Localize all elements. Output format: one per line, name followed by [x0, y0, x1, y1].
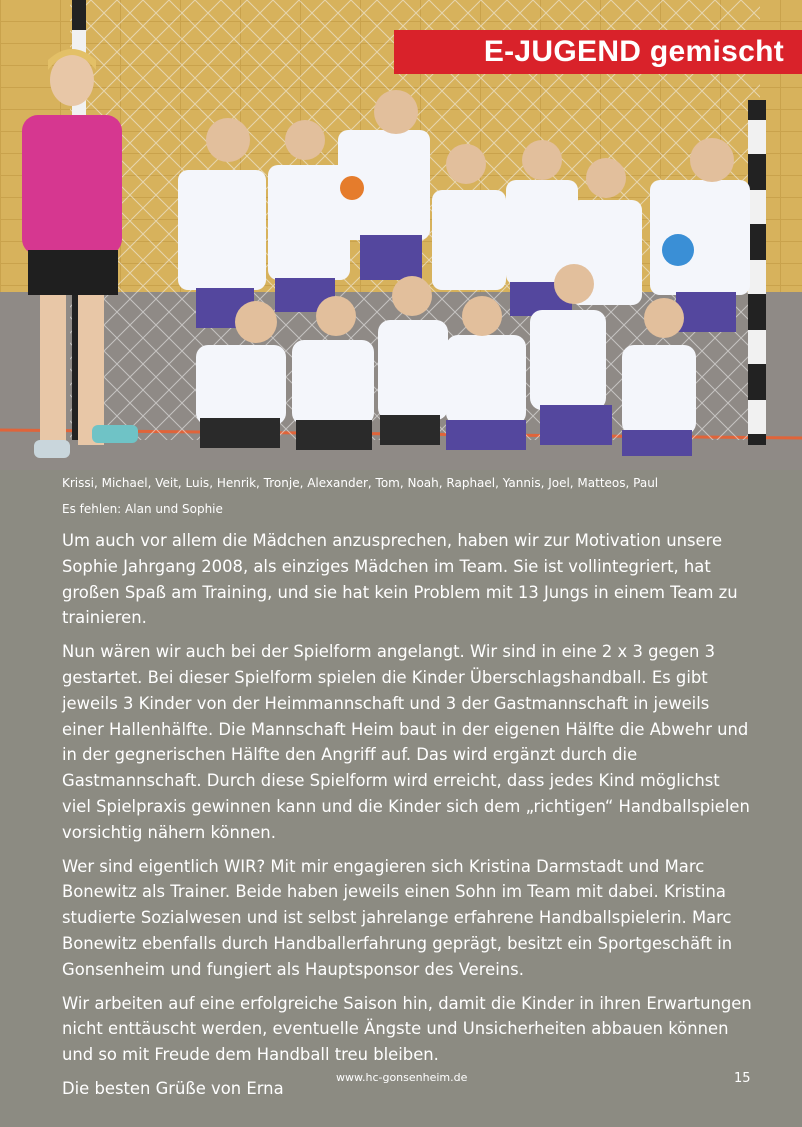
paragraph-3: Wer sind eigentlich WIR? Mit mir engagieren sich Kristina Darmstadt und Marc Bonewitz als Trainer. Beide haben jeweils einen Sohn im Team mit dabei. Kristina studierte Sozialwesen und ist selbst jahrelange erfahrene Handballspielerin. Marc Bonewitz ebenfalls durch Handballerfahrung geprägt, besitzt ein Sportgeschäft in Gonsenheim und fungiert als Hauptsponsor des Vereins. — [62, 856, 733, 979]
paragraph-5: Die besten Grüße von Erna — [62, 1078, 284, 1098]
caption-names: Krissi, Michael, Veit, Luis, Henrik, Tronje, Alexander, Tom, Noah, Raphael, Yannis, Joel, Matteos, Paul — [62, 476, 659, 490]
team-photo — [0, 0, 802, 470]
paragraph-2: Nun wären wir auch bei der Spielform angelangt. Wir sind in eine 2 x 3 gegen 3 gestartet. Bei dieser Spielform spielen die Kinder Überschlagshandball. Es gibt jeweils 3 Kinder von der Heimmannschaft und 3 der Gastmannschaft in jeweils einer Hallenhälfte. Die Mannschaft Heim baut in der eigenen Hälfte die Abwehr und in der gegnerischen Hälfte den Angriff auf. Das wird ergänzt durch die Gastmannschaft. Durch diese Spielform wird erreicht, dass jedes Kind möglichst viel Spielpraxis gewinnen kann und die Kinder sich dem „richtigen“ Handballspielen vorsichtig nähern können. — [62, 642, 750, 842]
section-title-banner: E-JUGEND gemischt — [394, 30, 802, 74]
paragraph-4: Wir arbeiten auf eine erfolgreiche Saison hin, damit die Kinder in ihren Erwartungen nicht enttäuscht werden, eventuelle Ängste und Unsicherheiten abbauen können und so mit Freude dem Handball treu bleiben. — [62, 993, 752, 1065]
article-body — [62, 528, 752, 1110]
footer-url: www.hc-gonsenheim.de — [336, 1071, 468, 1084]
page-number: 15 — [734, 1071, 751, 1086]
caption-missing: Es fehlen: Alan und Sophie — [62, 502, 223, 516]
photo-caption — [0, 470, 802, 528]
paragraph-1: Um auch vor allem die Mädchen anzusprechen, haben wir zur Motivation unsere Sophie Jahrgang 2008, als einziges Mädchen im Team. Sie ist vollintegriert, hat großen Spaß am Training, und sie hat kein Problem mit 13 Jungs in einem Team zu trainieren. — [62, 531, 738, 628]
